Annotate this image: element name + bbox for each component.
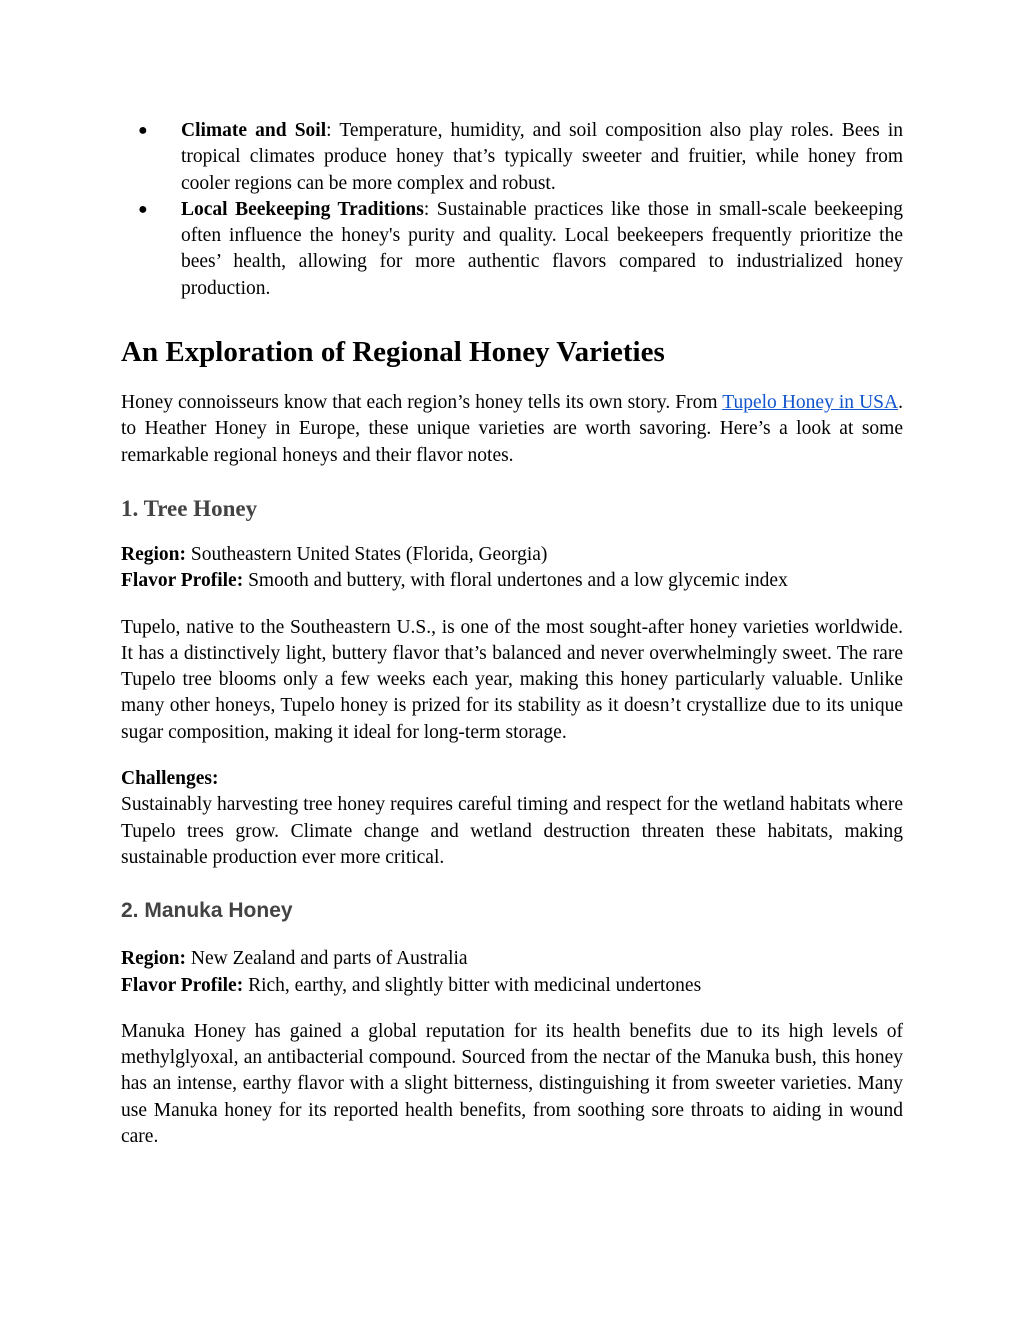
factor-list	[121, 118, 903, 302]
bullet-term: Local Beekeeping Traditions	[181, 198, 424, 220]
section-heading: An Exploration of Regional Honey Varieties	[121, 336, 665, 369]
manuka-honey-heading: 2. Manuka Honey	[121, 899, 293, 923]
bullet-text: : Temperature, humidity, and soil composition also play roles. Bees in tropical climates produce honey that’s typically sweeter and fruitier, while honey from cooler regions can be more complex and robust.	[181, 120, 904, 194]
flavor-profile-label: Flavor Profile:	[121, 570, 244, 592]
page-content	[121, 118, 903, 1150]
tree-honey-details	[121, 542, 903, 595]
flavor-profile-value: Rich, earthy, and slightly bitter with medicinal undertones	[243, 974, 702, 996]
bullet-icon: ●	[138, 122, 148, 139]
manuka-honey-details	[121, 946, 903, 999]
list-item	[121, 118, 903, 197]
bullet-icon: ●	[138, 200, 148, 218]
bullet-term: Climate and Soil	[181, 120, 327, 141]
flavor-profile-label: Flavor Profile:	[121, 974, 244, 996]
bullet-text: : Sustainable practices like those in small-scale beekeeping often influence the honey's purity and quality. Local beekeepers frequently prioritize the bees’ health, allowing for more authentic flavors compared to industrialized honey production.	[181, 198, 903, 299]
intro-paragraph	[121, 390, 903, 469]
region-value: New Zealand and parts of Australia	[186, 948, 468, 970]
intro-text-continued: . to Heather Honey in Europe, these unique varieties are worth savoring. Here’s a look at some remarkable regional honeys and their flavor notes.	[121, 392, 903, 466]
region-label: Region:	[121, 543, 186, 565]
challenges-label: Challenges:	[121, 768, 219, 790]
challenges-text: Sustainably harvesting tree honey requires careful timing and respect for the wetland habitats where Tupelo trees grow. Climate change and wetland destruction threaten these habitats, making sustainable production ever more critical.	[121, 794, 903, 868]
tree-honey-description: Tupelo, native to the Southeastern U.S., is one of the most sought-after honey varieties worldwide. It has a distinctively light, buttery flavor that’s balanced and never overwhelmingly sweet. The rare Tupelo tree blooms only a few weeks each year, making this honey particularly valuable. Unlike many other honeys, Tupelo honey is prized for its stability as it doesn’t crystallize due to its unique sugar composition, making it ideal for long-term storage.	[121, 616, 903, 743]
intro-text: Honey connoisseurs know that each region’s honey tells its own story. From	[121, 392, 723, 414]
region-value: Southeastern United States (Florida, Georgia)	[186, 543, 548, 565]
flavor-profile-value: Smooth and buttery, with floral undertones and a low glycemic index	[243, 570, 788, 592]
manuka-honey-description: Manuka Honey has gained a global reputation for its health benefits due to its high levels of methylglyoxal, an antibacterial compound. Sourced from the nectar of the Manuka bush, this honey has an intense, earthy flavor with a slight bitterness, distinguishing it from sweeter varieties. Many use Manuka honey for its reported health benefits, from soothing sore throats to aiding in wound care.	[121, 1020, 903, 1148]
tupelo-honey-link[interactable]: Tupelo Honey in USA	[722, 392, 899, 414]
tree-honey-heading: 1. Tree Honey	[121, 495, 258, 521]
region-label: Region:	[121, 948, 186, 970]
challenges-paragraph	[121, 766, 903, 871]
list-item	[121, 197, 903, 302]
